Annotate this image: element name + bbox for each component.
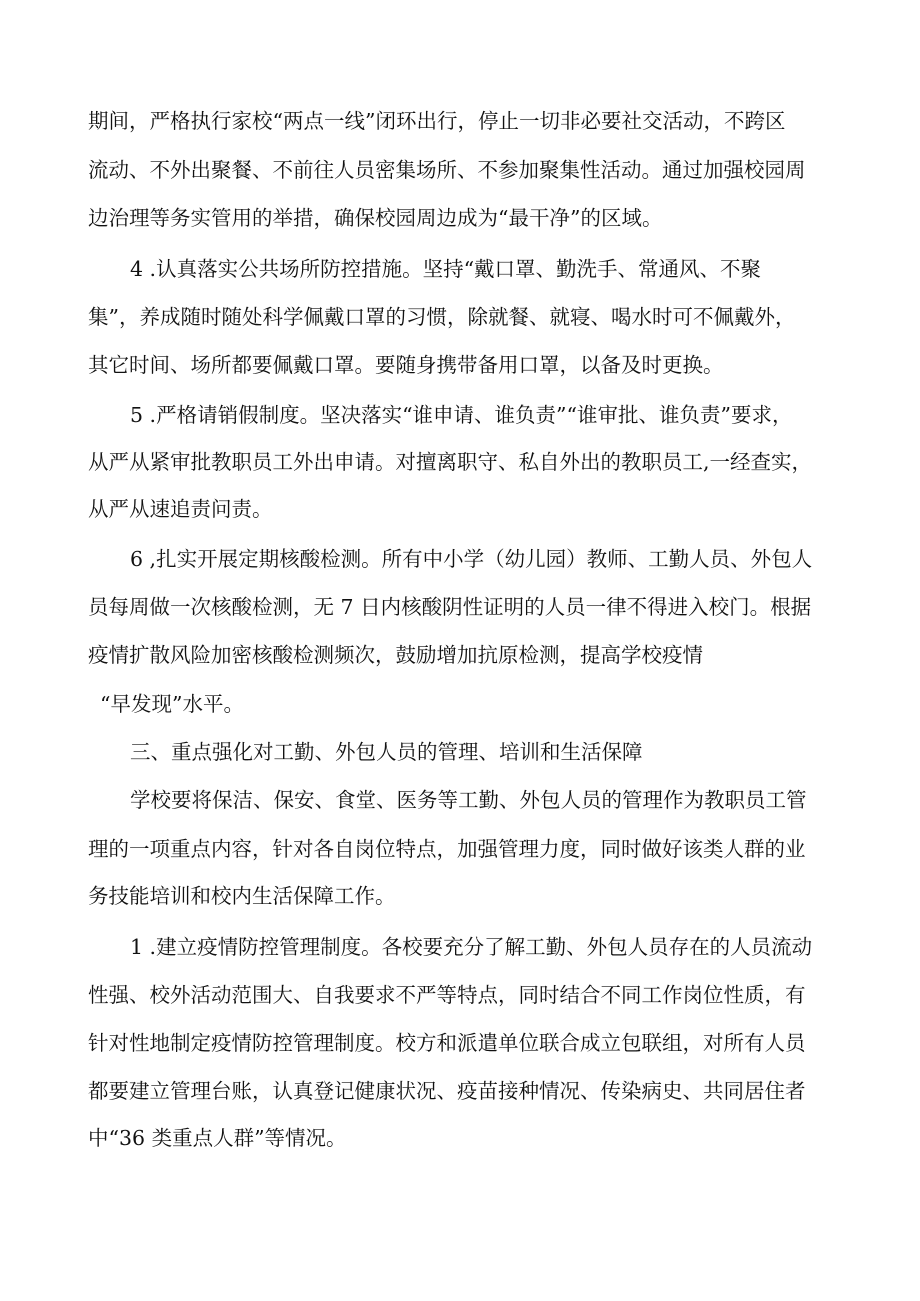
- text-line: 从严从紧审批教职员工外出申请。对擅离职守、私自外出的教职员工,一经查实，: [88, 450, 813, 474]
- text-line: “早发现”水平。: [100, 692, 244, 716]
- text-line: 集”，养成随时随处科学佩戴口罩的习惯，除就餐、就寝、喝水时可不佩戴外，: [88, 305, 796, 329]
- text-line: 理的一项重点内容，针对各自岗位特点，加强管理力度，同时做好该类人群的业: [88, 837, 806, 861]
- text-line: 针对性地制定疫情防控管理制度。校方和派遣单位联合成立包联组，对所有人员: [88, 1031, 806, 1055]
- text-line: 疫情扩散风险加密核酸检测频次，鼓励增加抗原检测，提高学校疫情: [88, 643, 703, 667]
- text-line: 都要建立管理台账，认真登记健康状况、疫苗接种情况、传染病史、共同居住者: [88, 1079, 806, 1103]
- paragraph-1-first-line: 1 .建立疫情防控管理制度。各校要充分了解工勤、外包人员存在的人员流动: [130, 935, 813, 959]
- text-line: 中“36 类重点人群”等情况。: [88, 1126, 347, 1150]
- text-line: 流动、不外出聚餐、不前往人员密集场所、不参加聚集性活动。通过加强校园周: [88, 158, 806, 182]
- section-heading: 三、重点强化对工勤、外包人员的管理、培训和生活保障: [130, 740, 643, 764]
- paragraph-first-line: 学校要将保洁、保安、食堂、医务等工勤、外包人员的管理作为教职员工管: [130, 788, 807, 812]
- text-line: 边治理等务实管用的举措，确保校园周边成为“最干净”的区域。: [88, 206, 663, 230]
- text-line: 其它时间、场所都要佩戴口罩。要随身携带备用口罩，以备及时更换。: [88, 353, 724, 377]
- text-line: 从严从速追责问责。: [88, 497, 273, 521]
- paragraph-5-first-line: 5 .严格请销假制度。坚决落实“谁申请、谁负责”“谁审批、谁负责”要求，: [130, 403, 793, 427]
- text-line: 员每周做一次核酸检测，无 7 日内核酸阴性证明的人员一律不得进入校门。根据: [88, 595, 812, 619]
- text-line: 务技能培训和校内生活保障工作。: [88, 884, 396, 908]
- text-line: 性强、校外活动范围大、自我要求不严等特点，同时结合不同工作岗位性质，有: [88, 983, 806, 1007]
- paragraph-6-first-line: 6 ,扎实开展定期核酸检测。所有中小学（幼儿园）教师、工勤人员、外包人: [130, 547, 813, 571]
- paragraph-4-first-line: 4 .认真落实公共场所防控措施。坚持“戴口罩、勤洗手、常通风、不聚: [130, 257, 762, 281]
- text-line: 期间，严格执行家校“两点一线”闭环出行，停止一切非必要社交活动，不跨区: [88, 109, 786, 133]
